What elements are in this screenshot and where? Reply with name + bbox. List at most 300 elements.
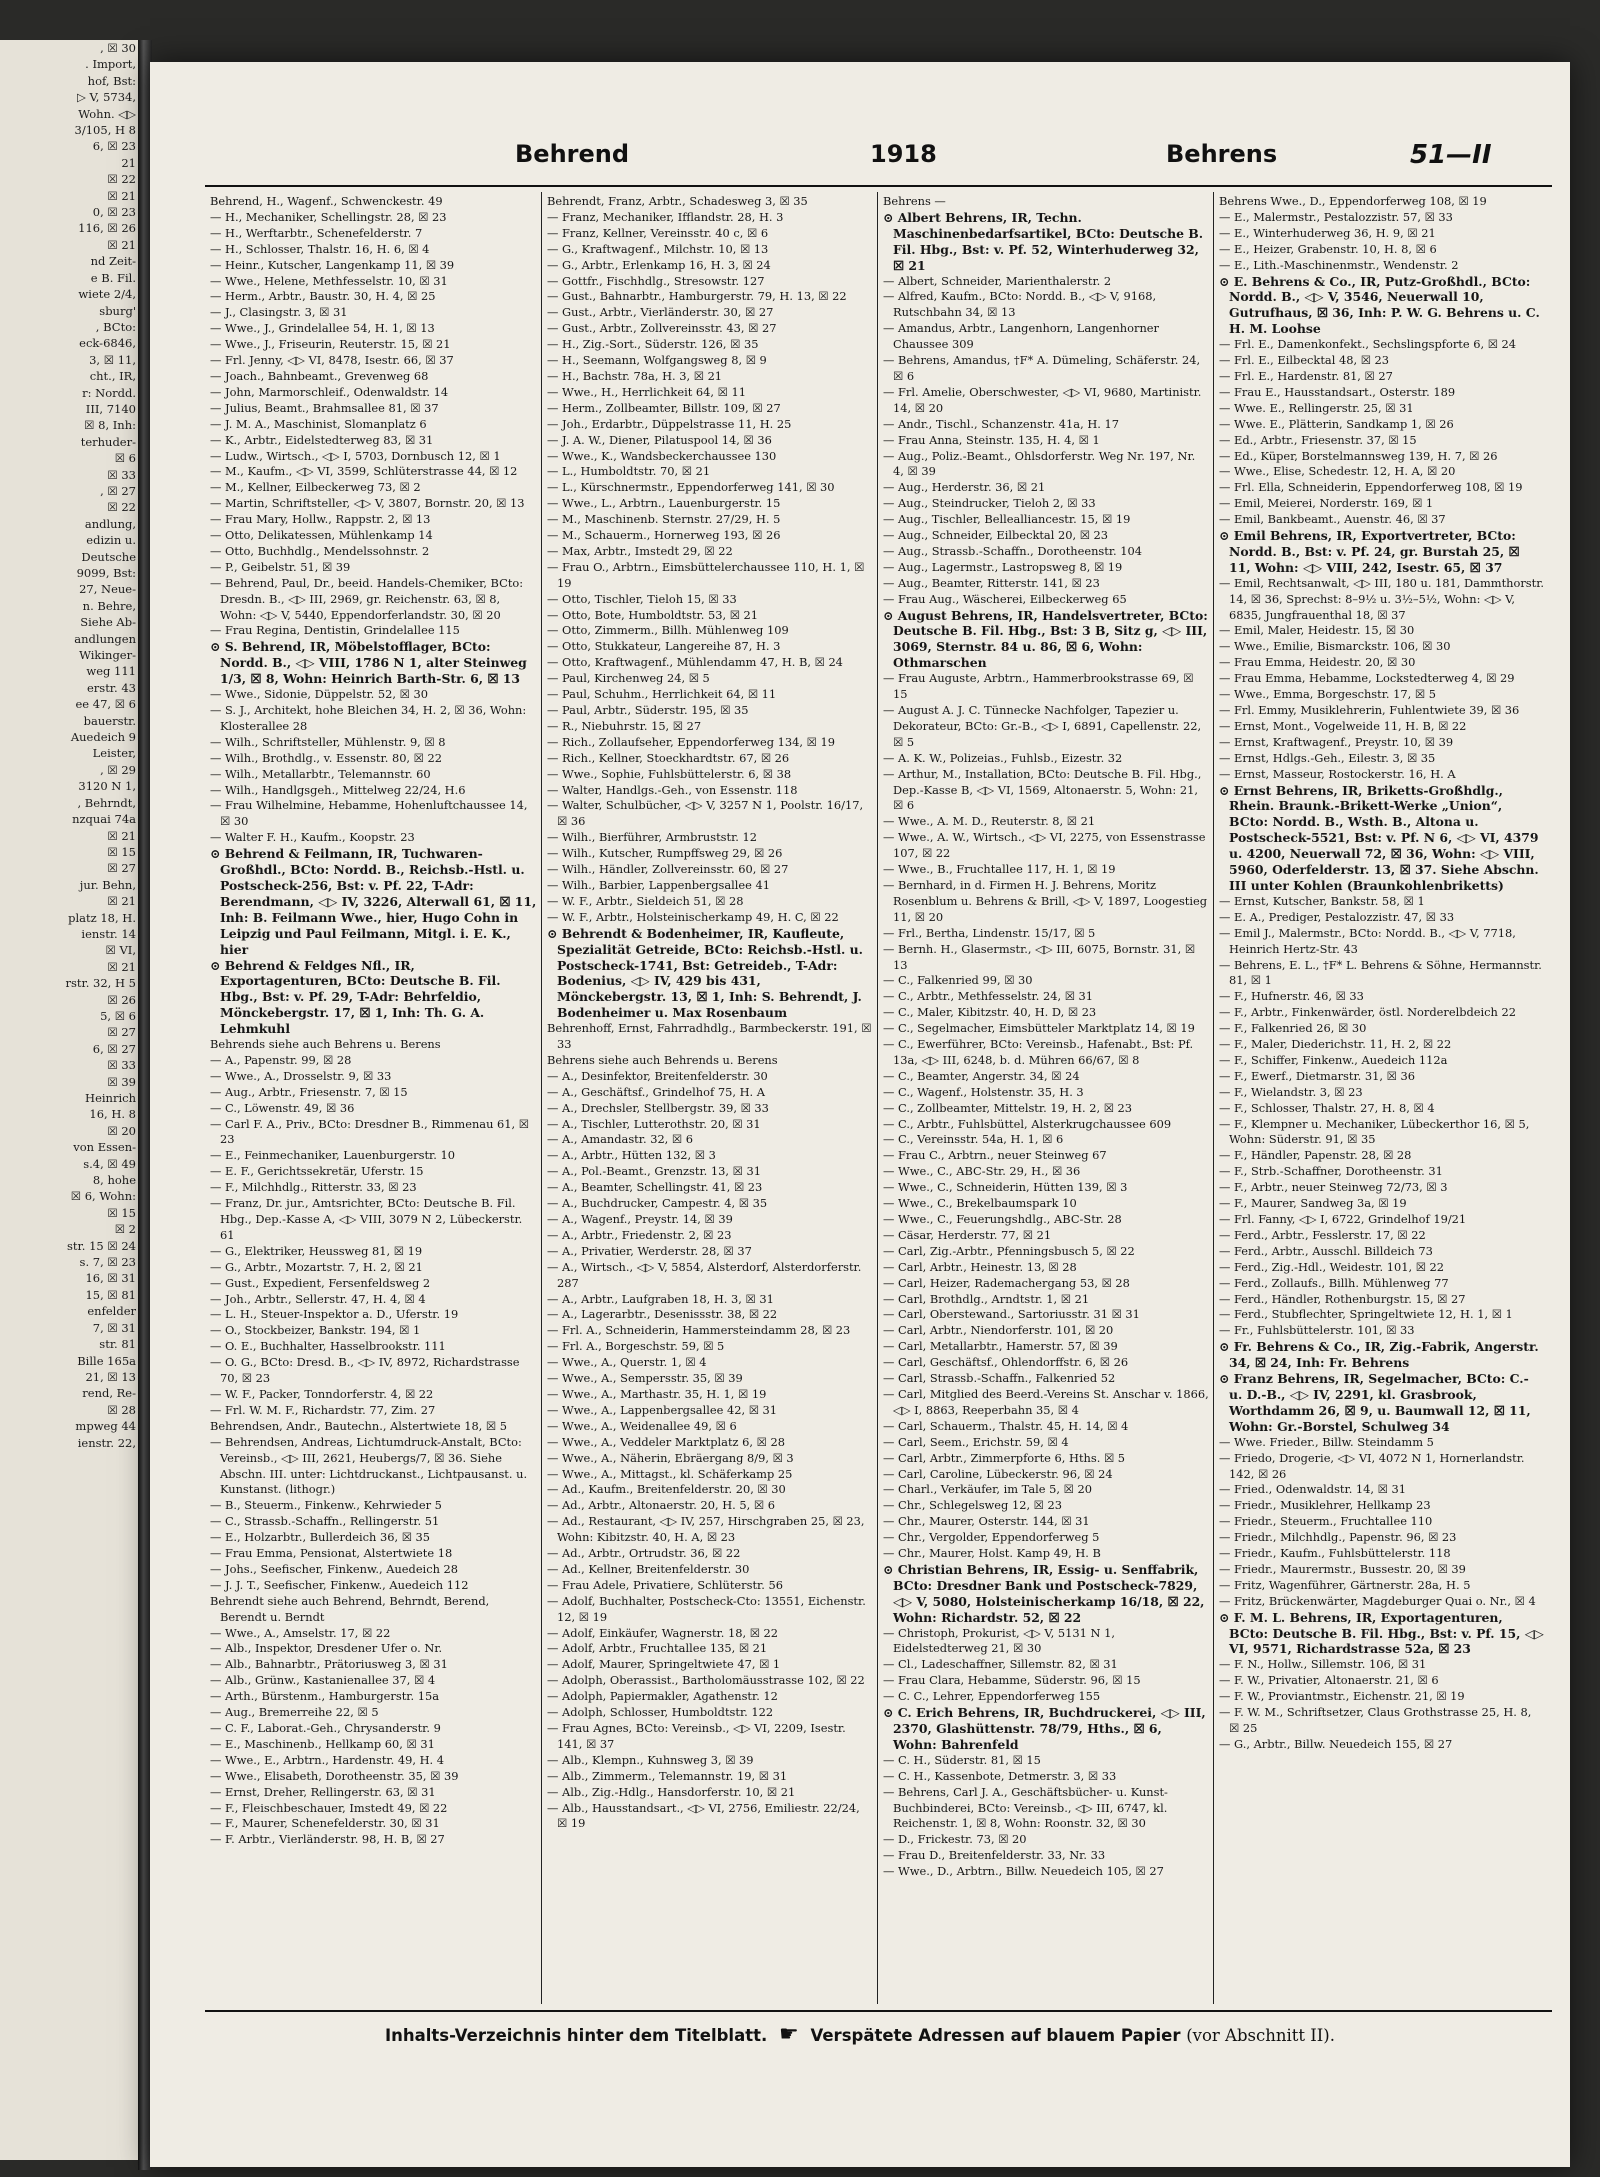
directory-entry: — Christoph, Prokurist, ◁▷ V, 5131 N 1, Eidelstedterweg 21, ☒ 30 [883,1625,1115,1656]
previous-page-line: Siehe Ab- [80,615,136,630]
directory-entry: — Frau D., Breitenfelderstr. 33, Nr. 33 [883,1848,1106,1863]
directory-entry: — Martin, Schriftsteller, ◁▷ V, 3807, Bornstr. 20, ☒ 13 [210,496,525,511]
directory-entry: — L., Kürschnermstr., Eppendorferweg 141, ☒ 30 [547,480,835,495]
directory-entry: — Alb., Klempn., Kuhnsweg 3, ☒ 39 [547,1752,754,1767]
directory-entry: ⊙ Behrendt & Bodenheimer, IR, Kaufleute, Spezialität Getreide, BCto: Reichsb.-Hstl. u. Postscheck-1741, Bst: Getreideb., T-Adr: Bodenius, ◁▷ IV, 429 bis 431, Mönckebergstr. 13, ☒ 1, Inh: S. Behrendt, J. Bodenheimer u. Max Rosenbaum [547,925,863,1021]
directory-entry: — H., Seemann, Wolfgangsweg 8, ☒ 9 [547,353,767,368]
directory-entry: ⊙ Ernst Behrens, IR, Briketts-Großhdlg., Rhein. Braunk.-Brikett-Werke „Union“, BCto: Nordd. B., Wsth. B., Altona u. Postscheck-5521, Bst: v. Pf. N 6, ◁▷ VI, 4379 u. 4200, Neuerwall 72, ☒ 36, Wohn: ◁▷ VIII, 5960, Oderfelderstr. 13, ☒ 37. Siehe Abschn. III unter Kohlen (Braunkohlenbriketts) [1219,782,1539,893]
directory-entry: — Heinr., Kutscher, Langenkamp 11, ☒ 39 [210,257,455,272]
directory-entry: — Otto, Delikatessen, Mühlenkamp 14 [210,528,433,543]
directory-entry: — Alb., Grünw., Kastanienallee 37, ☒ 4 [210,1673,436,1688]
directory-entry: — Emil, Maler, Heidestr. 15, ☒ 30 [1219,623,1415,638]
previous-page-line: andlung, [84,516,136,531]
directory-entry: — Alb., Hausstandsart., ◁▷ VI, 2756, Emiliestr. 22/24, ☒ 19 [547,1800,860,1831]
directory-entry: — A., Privatier, Werderstr. 28, ☒ 37 [547,1243,752,1258]
previous-page-line: ☒ 20 [107,1123,136,1138]
directory-entry: — Gust., Bahnarbtr., Hamburgerstr. 79, H. 13, ☒ 22 [547,289,847,304]
directory-entry: — Aug., Herderstr. 36, ☒ 21 [883,480,1046,495]
previous-page-line: ▷ V, 5734, [76,90,136,105]
directory-entry: — Wilh., Metallarbtr., Telemannstr. 60 [210,766,431,781]
directory-entry: — Wwe., E., Arbtrn., Hardenstr. 49, H. 4 [210,1752,444,1767]
directory-entry: — Ad., Arbtr., Ortrudstr. 36, ☒ 22 [547,1546,741,1561]
directory-entry: — Carl, Metallarbtr., Hamerstr. 57, ☒ 39 [883,1339,1118,1354]
previous-page-line: Wikinger- [79,648,136,663]
header-rule [205,185,1552,187]
footer-note: (vor Abschnitt II). [1186,2026,1335,2045]
directory-entry: — B., Steuerm., Finkenw., Kehrwieder 5 [210,1498,442,1513]
previous-page-line: enfelder [87,1304,136,1319]
directory-entry: — Frau Agnes, BCto: Vereinsb., ◁▷ VI, 2209, Isestr. 141, ☒ 37 [547,1721,846,1751]
previous-page-line: Auedeich 9 [70,730,136,745]
directory-entry: — Paul, Arbtr., Süderstr. 195, ☒ 35 [547,703,749,717]
previous-page-line: ☒ 21 [107,188,136,203]
directory-entry: — Wwe., A., Marthastr. 35, H. 1, ☒ 19 [547,1386,767,1401]
previous-page-line: 27, Neue- [79,582,136,597]
directory-entry: — Wilh., Bierführer, Armbruststr. 12 [547,830,758,845]
directory-entry: — Wwe., H., Herrlichkeit 64, ☒ 11 [547,384,746,399]
previous-page-line: rstr. 32, H 5 [65,976,136,991]
directory-entry: — Wilh., Barbier, Lappenbergsallee 41 [547,877,771,892]
directory-entry: — Frl. Fanny, ◁▷ I, 6722, Grindelhof 19/21 [1219,1212,1467,1226]
previous-page-line: ☒ 39 [107,1074,136,1089]
directory-entry: — E. F., Gerichtssekretär, Uferstr. 15 [210,1164,424,1179]
directory-entry: — Andr., Tischl., Schanzenstr. 41a, H. 17 [883,416,1120,431]
previous-page-line: andlungen [74,631,136,646]
directory-entry: — Wwe., Sophie, Fuhlsbüttelerstr. 6, ☒ 38 [547,766,792,781]
directory-entry: — Wwe., A., Weidenallee 49, ☒ 6 [547,1418,737,1433]
previous-page-line: e B. Fil. [90,270,136,285]
previous-page-line: ☒ 6, Wohn: [70,1189,136,1204]
directory-entry: — Joh., Arbtr., Sellerstr. 47, H. 4, ☒ 4 [210,1291,426,1306]
directory-entry: — A., Beamter, Schellingstr. 41, ☒ 23 [547,1180,763,1195]
directory-entry: — Wwe., Elisabeth, Dorotheenstr. 35, ☒ 39 [210,1768,459,1783]
directory-entry: Behrens siehe auch Behrends u. Berens [547,1052,778,1067]
directory-entry: — Amandus, Arbtr., Langenhorn, Langenhorner Chaussee 309 [883,321,1159,352]
directory-entry: — F., Maurer, Sandweg 3a, ☒ 19 [1219,1196,1407,1211]
previous-page-line: nzquai 74a [72,812,136,827]
directory-entry: — Frau Mary, Hollw., Rappstr. 2, ☒ 13 [210,512,431,527]
previous-page-line: ☒ 33 [107,1058,136,1073]
directory-entry: — Aug., Poliz.-Beamt., Ohlsdorferstr. Weg Nr. 197, Nr. 4, ☒ 39 [883,448,1196,479]
directory-entry: — Friedr., Musiklehrer, Hellkamp 23 [1219,1498,1431,1513]
directory-entry: — F., Ewerf., Dietmarstr. 31, ☒ 36 [1219,1068,1415,1083]
directory-entry: — Ad., Kellner, Breitenfelderstr. 30 [547,1561,750,1576]
directory-entry: — Ed., Küper, Borstelmannsweg 139, H. 7, ☒ 26 [1219,448,1498,463]
directory-entry: — L. H., Steuer-Inspektor a. D., Uferstr. 19 [210,1307,459,1322]
directory-entry: — Franz, Dr. jur., Amtsrichter, BCto: Deutsche B. Fil. Hbg., Dep.-Kasse A, ◁▷ VIII, 3079 N 2, Lübeckerstr. 61 [210,1196,523,1242]
directory-entry: — Carl, Arbtr., Niendorferstr. 101, ☒ 20 [883,1323,1114,1338]
directory-entry: — Wwe., A., Querstr. 1, ☒ 4 [547,1355,707,1370]
directory-entry: — Wwe., A., Lappenbergsallee 42, ☒ 31 [547,1402,778,1417]
directory-entry: — Carl F. A., Priv., BCto: Dresdner B., Rimmenau 61, ☒ 23 [210,1116,529,1147]
previous-page-line: 15, ☒ 81 [85,1287,136,1302]
directory-entry: — C., Zollbeamter, Mittelstr. 19, H. 2, ☒ 23 [883,1100,1133,1115]
directory-entry: — L., Humboldtstr. 70, ☒ 21 [547,464,711,479]
previous-page-line: , BCto: [95,319,136,334]
directory-entry: — Paul, Schuhm., Herrlichkeit 64, ☒ 11 [547,687,777,702]
directory-entry: — Friedr., Maurermstr., Bussestr. 20, ☒ 39 [1219,1561,1466,1576]
footer-main: Inhalts-Verzeichnis hinter dem Titelblatt. [385,2026,768,2045]
directory-entry: — Fried., Odenwaldstr. 14, ☒ 31 [1219,1482,1406,1497]
directory-entry: ⊙ Behrend & Feilmann, IR, Tuchwaren-Großhdl., BCto: Nordd. B., Reichsb.-Hstl. u. Postscheck-256, Bst: v. Pf. 22, T-Adr: Berendmann, ◁▷ IV, 3226, Alterwall 61, ☒ 11, Inh: B. Feilmann Wwe., hier, Hugo Cohn in Leipzig und Paul Feilmann, Mitgl. i. E. K., hier [210,846,537,957]
directory-entry: — Frau Adele, Privatiere, Schlüterstr. 56 [547,1577,783,1592]
directory-entry: — Alb., Zig.-Hdlg., Hansdorferstr. 10, ☒ 21 [547,1784,796,1799]
directory-entry: — Wwe., Emilie, Bismarckstr. 106, ☒ 30 [1219,639,1451,654]
directory-entry: — Rich., Zollaufseher, Eppendorferweg 134, ☒ 19 [547,734,835,749]
directory-entry: — Johs., Seefischer, Finkenw., Auedeich 28 [210,1561,459,1576]
directory-entry: — C., Vereinsstr. 54a, H. 1, ☒ 6 [883,1132,1064,1147]
directory-entry: — Frau E., Hausstandsart., Osterstr. 189 [1219,384,1456,399]
directory-entry: — Wilh., Schriftsteller, Mühlenstr. 9, ☒ 8 [210,734,446,749]
directory-entry: — Otto, Zimmerm., Billh. Mühlenweg 109 [547,623,789,638]
directory-entry: — W. F., Arbtr., Sieldeich 51, ☒ 28 [547,893,744,908]
directory-entry: — Walter F. H., Kaufm., Koopstr. 23 [210,830,415,845]
directory-entry: — Behrens, Amandus, †F* A. Dümeling, Schäferstr. 24, ☒ 6 [883,353,1201,383]
directory-entry: — C., Arbtr., Methfesselstr. 24, ☒ 31 [883,989,1094,1004]
directory-entry: — Friedo, Drogerie, ◁▷ VI, 4072 N 1, Hornerlandstr. 142, ☒ 26 [1219,1450,1525,1481]
directory-entry: — F. W., Proviantmstr., Eichenstr. 21, ☒ 19 [1219,1689,1465,1704]
directory-entry: — Wwe., Helene, Methfesselstr. 10, ☒ 31 [210,273,448,288]
previous-page-line: ee 47, ☒ 6 [75,697,136,712]
directory-entry: — Alb., Bahnarbtr., Prätoriusweg 3, ☒ 31 [210,1657,448,1672]
previous-page-line: bauerstr. [83,713,136,728]
directory-entry: — Friedr., Steuerm., Fruchtallee 110 [1219,1514,1433,1529]
directory-entry: — Fritz, Brückenwärter, Magdeburger Quai o. Nr., ☒ 4 [1219,1593,1536,1608]
footer-secondary: Verspätete Adressen auf blauem Papier [810,2026,1181,2045]
directory-entry: — Franz, Mechaniker, Ifflandstr. 28, H. 3 [547,209,784,224]
directory-entry: — H., Zig.-Sort., Süderstr. 126, ☒ 35 [547,337,759,352]
directory-entry: — Frl. E., Hardenstr. 81, ☒ 27 [1219,368,1393,383]
directory-entry: — Wwe., A., Sempersstr. 35, ☒ 39 [547,1371,743,1386]
directory-entry: — Adolph, Oberassist., Bartholomäusstrasse 102, ☒ 22 [547,1673,865,1688]
previous-page-line: hof, Bst: [87,73,136,88]
directory-entry: — Frl. Jenny, ◁▷ VI, 8478, Isestr. 66, ☒ 37 [210,353,454,368]
directory-entry: — Joh., Erdarbtr., Düppelstrasse 11, H. 25 [547,416,792,431]
directory-entry: — Wwe., Emma, Borgeschstr. 17, ☒ 5 [1219,687,1436,702]
directory-entry: — Wwe., A. M. D., Reuterstr. 8, ☒ 21 [883,814,1096,829]
directory-entry: — F. W. M., Schriftsetzer, Claus Grothstrasse 25, H. 8, ☒ 25 [1219,1705,1532,1735]
directory-entry: Behrendt siehe auch Behrend, Behrndt, Berend, Berendt u. Berndt [210,1593,490,1624]
directory-entry: — Carl, Zig.-Arbtr., Pfenningsbusch 5, ☒ 22 [883,1243,1135,1258]
directory-entry: — Chr., Maurer, Holst. Kamp 49, H. B [883,1546,1101,1561]
directory-entry: — A., Geschäftsf., Grindelhof 75, H. A [547,1084,765,1099]
directory-entry: ⊙ Behrend & Feldges Nfl., IR, Exportagenturen, BCto: Deutsche B. Fil. Hbg., Bst: v. Pf. 29, T-Adr: Behrfeldio, Mönckebergstr. 17, ☒ 1, Inh: Th. G. A. Lehmkuhl [210,957,501,1037]
directory-entry: — Aug., Schneider, Eilbecktal 20, ☒ 23 [883,528,1109,543]
previous-page-line: nd Zeit- [90,254,136,269]
directory-entry: — August A. J. C. Tünnecke Nachfolger, Tapezier u. Dekorateur, BCto: Gr.-B., ◁▷ I, 6891, Capellenstr. 22, ☒ 5 [883,703,1202,749]
directory-entry: — Carl, Geschäftsf., Ohlendorffstr. 6, ☒ 26 [883,1355,1129,1370]
previous-page-line: ☒ 21 [107,894,136,909]
directory-entry: — G., Arbtr., Billw. Neuedeich 155, ☒ 27 [1219,1736,1453,1751]
directory-entry: — S. J., Architekt, hohe Bleichen 34, H. 2, ☒ 36, Wohn: Klosterallee 28 [210,703,527,733]
previous-page-line: ienstr. 14 [81,926,136,941]
column-3 [877,192,1213,2004]
directory-entry: — Wwe., Elise, Schedestr. 12, H. A, ☒ 20 [1219,464,1456,479]
directory-entry: — K., Arbtr., Eidelstedterweg 83, ☒ 31 [210,432,434,447]
directory-entry: — Frau Regina, Dentistin, Grindelallee 115 [210,623,460,638]
directory-entry: — Cl., Ladeschaffner, Sillemstr. 82, ☒ 31 [883,1657,1118,1672]
directory-entry: — Chr., Vergolder, Eppendorferweg 5 [883,1530,1100,1545]
previous-page-line: ☒ 21 [107,237,136,252]
directory-entry: — A., Wagenf., Preystr. 14, ☒ 39 [547,1212,733,1226]
directory-entry: — Carl, Arbtr., Heinestr. 13, ☒ 28 [883,1259,1077,1274]
column-1 [205,192,541,2004]
previous-page-line: s. 7, ☒ 23 [79,1255,136,1270]
previous-page-line: Wohn. ◁▷ [78,106,136,121]
directory-entry: — Frl. W. M. F., Richardstr. 77, Zim. 27 [210,1402,436,1417]
directory-entry: — Frl. Ella, Schneiderin, Eppendorferweg 108, ☒ 19 [1219,480,1523,495]
directory-entry: ⊙ Fr. Behrens & Co., IR, Zig.-Fabrik, Angerstr. 34, ☒ 24, Inh: Fr. Behrens [1219,1339,1539,1371]
previous-page-line: ☒ VI, [105,943,136,958]
directory-entry: — Aug., Arbtr., Friesenstr. 7, ☒ 15 [210,1084,408,1099]
directory-entry: Behrens — [883,194,946,208]
previous-page-line: ☒ 15 [107,844,136,859]
directory-entry: — Ernst, Kraftwagenf., Preystr. 10, ☒ 39 [1219,734,1454,749]
directory-entry: — Ferd., Zig.-Hdl., Weidestr. 101, ☒ 22 [1219,1259,1445,1274]
header-page-number: 51—II [1410,140,1492,170]
directory-entry: — A., Pol.-Beamt., Grenzstr. 13, ☒ 31 [547,1164,761,1179]
directory-entry: — Emil, Bankbeamt., Auenstr. 46, ☒ 37 [1219,512,1446,527]
directory-entry: — Wwe., Sidonie, Düppelstr. 52, ☒ 30 [210,687,428,702]
directory-entry: — A., Drechsler, Stellbergstr. 39, ☒ 33 [547,1100,769,1115]
directory-entry: — F. W., Privatier, Altonaerstr. 21, ☒ 6 [1219,1673,1439,1688]
directory-entry: — A. K. W., Polizeias., Fuhlsb., Eizestr. 32 [883,750,1123,765]
directory-entry: — A., Tischler, Lutterothstr. 20, ☒ 31 [547,1116,761,1131]
previous-page-line: 3, ☒ 11, [89,352,136,367]
directory-entry: — E., Winterhuderweg 36, H. 9, ☒ 21 [1219,225,1436,240]
directory-entry: — Cäsar, Herderstr. 77, ☒ 21 [883,1227,1052,1242]
directory-entry: — M., Maschinenb. Sternstr. 27/29, H. 5 [547,512,781,527]
directory-entry: — J. J. T., Seefischer, Finkenw., Auedeich 112 [210,1577,469,1592]
directory-entry: — Wwe., L., Arbtrn., Lauenburgerstr. 15 [547,496,781,511]
directory-entry: — Gust., Arbtr., Vierländerstr. 30, ☒ 27 [547,305,774,320]
directory-entry: — F., Maurer, Schenefelderstr. 30, ☒ 31 [210,1816,440,1831]
directory-entry: — Ferd., Stubflechter, Springeltwiete 12, H. 1, ☒ 1 [1219,1307,1513,1322]
header-right-word: Behrens [1166,140,1278,168]
directory-entry: — Frau C., Arbtrn., neuer Steinweg 67 [883,1148,1107,1163]
directory-entry: — Carl, Heizer, Rademachergang 53, ☒ 28 [883,1275,1130,1290]
directory-entry: — A., Buchdrucker, Campestr. 4, ☒ 35 [547,1196,768,1211]
previous-page-line: erstr. 43 [86,680,136,695]
directory-entry: — A., Arbtr., Hütten 132, ☒ 3 [547,1148,716,1163]
directory-entry: — A., Arbtr., Friedenstr. 2, ☒ 23 [547,1227,732,1242]
directory-entry: — Aug., Bremerreihe 22, ☒ 5 [210,1705,379,1720]
directory-entry: — Carl, Brothdlg., Arndtstr. 1, ☒ 21 [883,1291,1090,1306]
directory-entry: — Adolf, Einkäufer, Wagnerstr. 18, ☒ 22 [547,1625,779,1640]
directory-entry: — Carl, Arbtr., Zimmerpforte 6, Hths. ☒ 5 [883,1450,1126,1465]
directory-entry: — R., Niebuhrstr. 15, ☒ 27 [547,718,702,733]
directory-entry: ⊙ C. Erich Behrens, IR, Buchdruckerei, ◁▷ III, 2370, Glashüttenstr. 78/79, Hths., ☒ 6, Wohn: Bahrenfeld [883,1705,1206,1752]
previous-page-line: 7, ☒ 31 [92,1320,136,1335]
directory-entry: — Wwe. E., Plätterin, Sandkamp 1, ☒ 26 [1219,416,1454,431]
directory-entry: — Emil, Meierei, Norderstr. 169, ☒ 1 [1219,496,1434,511]
directory-entry: — Ernst, Masseur, Rostockerstr. 16, H. A [1219,766,1456,781]
directory-entry: — Arth., Bürstenm., Hamburgerstr. 15a [210,1689,439,1704]
directory-entry: ⊙ Franz Behrens, IR, Segelmacher, BCto: C.- u. D.-B., ◁▷ IV, 2291, kl. Grasbrook, Worthdamm 26, ☒ 9, u. Baumwall 12, ☒ 11, Wohn: Gr.-Borstel, Schulweg 34 [1219,1371,1531,1434]
directory-entry: — C., Beamter, Angerstr. 34, ☒ 24 [883,1068,1080,1083]
previous-page-line: ☒ 2 [114,1222,136,1237]
directory-entry: — W. F., Arbtr., Holsteinischerkamp 49, H. C, ☒ 22 [547,909,839,924]
directory-entry: — Adolph, Papiermakler, Agathenstr. 12 [547,1689,778,1704]
previous-page-line: 5, ☒ 6 [100,1008,136,1023]
directory-entry: — G., Elektriker, Heussweg 81, ☒ 19 [210,1243,423,1258]
directory-entry: — Otto, Kraftwagenf., Mühlendamm 47, H. B, ☒ 24 [547,655,843,670]
column-2 [541,192,877,2004]
directory-entry: — Frau Anna, Steinstr. 135, H. 4, ☒ 1 [883,432,1100,447]
directory-entry: — John, Marmorschleif., Odenwaldstr. 14 [210,384,449,399]
directory-entry: — Wwe., A., Näherin, Ebräergang 8/9, ☒ 3 [547,1450,794,1465]
directory-entry: — Wwe., C., Brekelbaumspark 10 [883,1196,1077,1211]
directory-entry: Behrends siehe auch Behrens u. Berens [210,1037,441,1052]
directory-entry: — Aug., Strassb.-Schaffn., Dorotheenstr. 104 [883,543,1143,558]
directory-entry: — C. F., Laborat.-Geh., Chrysanderstr. 9 [210,1721,441,1735]
directory-entry: — Herm., Zollbeamter, Billstr. 109, ☒ 27 [547,400,781,415]
previous-page-line: s.4, ☒ 49 [83,1156,136,1171]
directory-entry: — Ludw., Wirtsch., ◁▷ I, 5703, Dornbusch 12, ☒ 1 [210,448,501,463]
directory-entry: — Chr., Schlegelsweg 12, ☒ 23 [883,1498,1063,1513]
directory-entry: — Gust., Arbtr., Zollvereinsstr. 43, ☒ 27 [547,321,777,336]
previous-page-line: str. 15 ☒ 24 [67,1238,136,1253]
directory-entry: — Wwe. Frieder., Billw. Steindamm 5 [1219,1434,1434,1449]
previous-page-line: , ☒ 27 [100,483,136,498]
directory-entry: — F., Maler, Diederichstr. 11, H. 2, ☒ 22 [1219,1037,1452,1052]
directory-entry: — E., Malermstr., Pestalozzistr. 57, ☒ 33 [1219,209,1453,224]
directory-entry: — Bernh. H., Glasermstr., ◁▷ III, 6075, Bornstr. 31, ☒ 13 [883,941,1196,972]
directory-entry: — Carl, Seem., Erichstr. 59, ☒ 4 [883,1434,1069,1449]
directory-entry: — Frau Auguste, Arbtrn., Hammerbrookstrasse 69, ☒ 15 [883,671,1194,702]
directory-entry: — A., Papenstr. 99, ☒ 28 [210,1052,352,1067]
directory-entry: — Otto, Tischler, Tieloh 15, ☒ 33 [547,591,737,606]
previous-page-line: Heinrich [85,1091,136,1105]
directory-entry: — Frau Clara, Hebamme, Süderstr. 96, ☒ 15 [883,1673,1141,1688]
directory-entry: — Wwe., A., Veddeler Marktplatz 6, ☒ 28 [547,1434,785,1449]
directory-entry: — Ernst, Mont., Vogelweide 11, H. B, ☒ 22 [1219,718,1467,733]
directory-entry: — F., Arbtr., neuer Steinweg 72/73, ☒ 3 [1219,1180,1448,1195]
previous-page-line: ☒ 33 [107,467,136,482]
directory-entry: — Wwe., B., Fruchtallee 117, H. 1, ☒ 19 [883,862,1116,877]
previous-page-line: ☒ 28 [107,1402,136,1417]
directory-entry: ⊙ E. Behrens & Co., IR, Putz-Großhdl., BCto: Nordd. B., ◁▷ V, 3546, Neuerwall 10, Gutrufhaus, ☒ 36, Inh: P. W. G. Behrens u. C. H. M. Loohse [1219,273,1540,337]
directory-entry: — Frau Wilhelmine, Hebamme, Hohenluftchaussee 14, ☒ 30 [210,798,528,829]
directory-entry: — Alb., Inspektor, Dresdener Ufer o. Nr. [210,1641,443,1656]
directory-entry: ⊙ S. Behrend, IR, Möbelstofflager, BCto: Nordd. B., ◁▷ VIII, 1786 N 1, alter Steinweg 1/3, ☒ 8, Wohn: Heinrich Barth-Str. 6, ☒ 13 [210,639,527,687]
previous-page-line: platz 18, H. [68,910,136,925]
directory-entry: — Wwe., A., Amselstr. 17, ☒ 22 [210,1625,391,1640]
previous-page-line: , ☒ 30 [100,41,136,55]
previous-page-line: 21 [121,155,136,170]
directory-entry: — Otto, Bote, Humboldtstr. 53, ☒ 21 [547,607,759,622]
previous-page-line: r: Nordd. [82,385,136,400]
previous-page-line: cht., IR, [89,369,136,384]
directory-entry: — Frau Emma, Hebamme, Lockstedterweg 4, ☒ 29 [1219,671,1515,686]
directory-entry: — Carl, Strassb.-Schaffn., Falkenried 52 [883,1371,1116,1386]
directory-entry: Behrendsen, Andr., Bautechn., Alstertwiete 18, ☒ 5 [210,1418,508,1433]
previous-page-line: ☒ 22 [107,172,136,187]
directory-entry: — Behrens, E. L., †F* L. Behrens & Söhne, Hermannstr. 81, ☒ 1 [1219,957,1542,988]
directory-entry: — Adolf, Maurer, Springeltwiete 47, ☒ 1 [547,1657,781,1672]
directory-entry: — Ferd., Zollaufs., Billh. Mühlenweg 77 [1219,1275,1449,1290]
directory-entry: — F., Milchhdlg., Ritterstr. 33, ☒ 23 [210,1180,417,1195]
directory-entry: — Adolph, Schlosser, Humboldtstr. 122 [547,1705,774,1720]
directory-entry: — E., Heizer, Grabenstr. 10, H. 8, ☒ 6 [1219,241,1437,256]
directory-entry: — Charl., Verkäufer, im Tale 5, ☒ 20 [883,1482,1092,1497]
directory-entry: — Frau Aug., Wäscherei, Eilbeckerweg 65 [883,591,1127,606]
directory-entry: — C., Arbtr., Fuhlsbüttel, Alsterkrugchaussee 609 [883,1116,1172,1131]
directory-entry: — F., Wielandstr. 3, ☒ 23 [1219,1084,1363,1099]
directory-entry: ⊙ Christian Behrens, IR, Essig- u. Senffabrik, BCto: Dresdner Bank und Postscheck-7829, ◁▷ V, 5080, Holsteinischerkamp 16/18, ☒ 22, Wohn: Richardstr. 52, ☒ 22 [883,1561,1205,1625]
previous-page-line: ☒ 6 [114,451,136,466]
directory-entry: — Max, Arbtr., Imstedt 29, ☒ 22 [547,543,733,558]
directory-entry: — O. G., BCto: Dresd. B., ◁▷ IV, 8972, Richardstrasse 70, ☒ 23 [210,1355,520,1386]
directory-entry: — Ernst, Hdlgs.-Geh., Eilestr. 3, ☒ 35 [1219,750,1436,765]
previous-page-line: 6, ☒ 27 [92,1041,136,1056]
directory-entry: — Gust., Expedient, Fersenfeldsweg 2 [210,1275,431,1290]
directory-entry: — M., Kaufm., ◁▷ VI, 3599, Schlüterstrasse 44, ☒ 12 [210,464,518,479]
directory-entry: — Bernhard, in d. Firmen H. J. Behrens, Moritz Rosenblum u. Behrens & Brill, ◁▷ V, 1897, Loogestieg 11, ☒ 20 [883,877,1208,924]
page-footer [150,2022,1570,2047]
directory-entry: — D., Frickestr. 73, ☒ 20 [883,1832,1027,1847]
directory-entry: — Friedr., Kaufm., Fuhlsbüttelerstr. 118 [1219,1546,1451,1561]
directory-entry: — Aug., Steindrucker, Tieloh 2, ☒ 33 [883,496,1096,511]
footer-rule [205,2010,1552,2012]
previous-page-line: ienstr. 22, [77,1435,136,1450]
directory-entry: — Walter, Handlgs.-Geh., von Essenstr. 118 [547,782,798,797]
directory-entry: — Frl., Bertha, Lindenstr. 15/17, ☒ 5 [883,925,1096,940]
directory-entry: — C. C., Lehrer, Eppendorferweg 155 [883,1689,1101,1704]
previous-page-line: von Essen- [73,1140,136,1155]
directory-entry: — Wwe., J., Friseurin, Reuterstr. 15, ☒ 21 [210,337,451,352]
directory-entry: — J. M. A., Maschinist, Slomanplatz 6 [210,416,427,431]
directory-entry: — Wilh., Händler, Zollvereinsstr. 60, ☒ 27 [547,862,789,877]
directory-entry: — Wwe., D., Arbtrn., Billw. Neuedeich 105, ☒ 27 [883,1864,1164,1879]
previous-page-line: eck-6846, [79,336,136,351]
directory-entry: — C., Segelmacher, Eimsbütteler Marktplatz 14, ☒ 19 [883,1021,1195,1036]
directory-entry: — Ferd., Arbtr., Ausschl. Billdeich 73 [1219,1243,1433,1258]
directory-entry: — C., Maler, Kibitzstr. 40, H. D, ☒ 23 [883,1005,1097,1020]
previous-page-line: ☒ 21 [107,828,136,843]
directory-entry: — J., Clasingstr. 3, ☒ 31 [210,305,348,320]
directory-entry: — Wwe., J., Grindelallee 54, H. 1, ☒ 13 [210,321,435,336]
directory-entry: — Otto, Stukkateur, Langereihe 87, H. 3 [547,639,781,654]
directory-entry: — Wwe., K., Wandsbeckerchaussee 130 [547,448,777,463]
directory-entry: — W. F., Packer, Tonndorferstr. 4, ☒ 22 [210,1386,434,1401]
directory-entry: — Behrendsen, Andreas, Lichtumdruck-Anstalt, BCto: Vereinsb., ◁▷ III, 2621, Heubergs/7, ☒ 36. Siehe Abschn. III. unter: Lichtdruckanst., Lichtpausanst. u. Kunstanst. (lithogr.) [210,1434,528,1497]
directory-entry: — Frl. A., Borgeschstr. 59, ☒ 5 [547,1339,725,1354]
directory-entry: — F. N., Hollw., Sillemstr. 106, ☒ 31 [1219,1657,1427,1672]
previous-page-line: Deutsche [81,549,136,564]
directory-entry: — Wilh., Handlgsgeh., Mittelweg 22/24, H.6 [210,782,466,797]
directory-entry: — C., Strassb.-Schaffn., Rellingerstr. 51 [210,1514,440,1529]
directory-entry: — E., Feinmechaniker, Lauenburgerstr. 10 [210,1148,455,1163]
directory-entry: — Wilh., Kutscher, Rumpffsweg 29, ☒ 26 [547,846,783,861]
previous-page-line: ☒ 8, Inh: [84,418,136,433]
previous-page-line: wiete 2/4, [78,287,136,302]
directory-entry: ⊙ Albert Behrens, IR, Techn. Maschinenbedarfsartikel, BCto: Deutsche B. Fil. Hbg., Bst: v. Pf. 52, Winterhuderweg 32, ☒ 21 [883,209,1204,273]
directory-entry: — E., Maschinenb., Hellkamp 60, ☒ 31 [210,1736,435,1751]
directory-entry: — Franz, Kellner, Vereinsstr. 40 c, ☒ 6 [547,225,769,240]
previous-page-line: 9099, Bst: [76,566,136,580]
directory-entry: Behrens Wwe., D., Eppendorferweg 108, ☒ 19 [1219,194,1487,208]
directory-entry: — Emil J., Malermstr., BCto: Nordd. B., ◁▷ V, 7718, Heinrich Hertz-Str. 43 [1219,925,1516,956]
directory-entry: — A., Lagerarbtr., Desenissstr. 38, ☒ 22 [547,1307,778,1322]
directory-page [150,62,1570,2167]
directory-entry: — J. A. W., Diener, Pilatuspool 14, ☒ 36 [547,432,772,447]
directory-entry: — A., Arbtr., Laufgraben 18, H. 3, ☒ 31 [547,1291,774,1306]
directory-entry: — G., Arbtr., Erlenkamp 16, H. 3, ☒ 24 [547,257,771,272]
directory-entry: — Paul, Kirchenweg 24, ☒ 5 [547,671,710,686]
directory-entry: — Wwe., C., ABC-Str. 29, H., ☒ 36 [883,1164,1081,1179]
directory-entry: — Herm., Arbtr., Baustr. 30, H. 4, ☒ 25 [210,289,436,304]
